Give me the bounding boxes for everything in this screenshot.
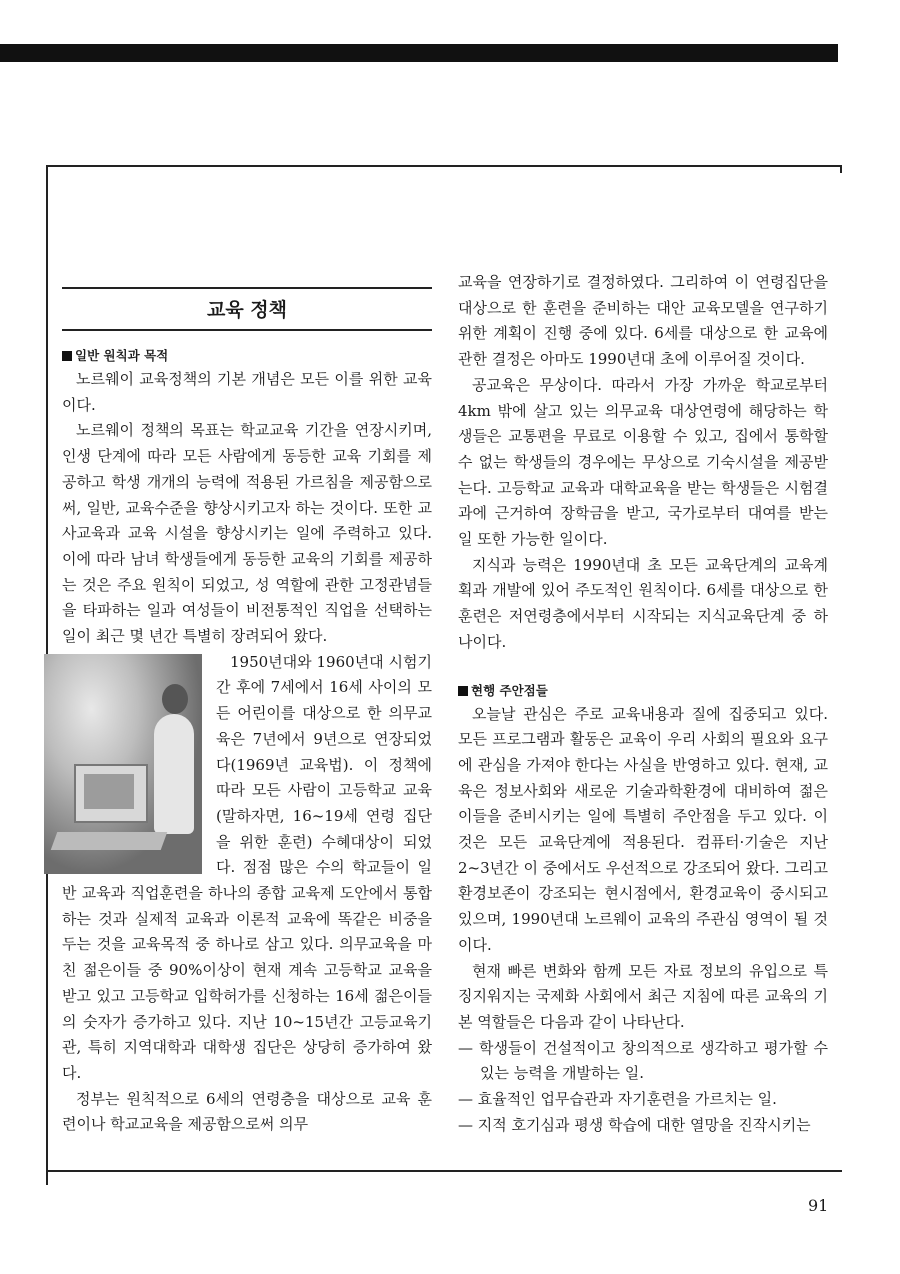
subheading-principles-text: 일반 원칙과 목적: [75, 348, 169, 363]
subheading-current-focus-text: 현행 주안점들: [471, 682, 548, 698]
square-bullet-icon: [458, 686, 468, 696]
subheading-principles: [62, 345, 432, 367]
title-rule-bottom: [62, 329, 432, 331]
subheading-current-focus: [458, 680, 828, 702]
frame-top-rule: [46, 165, 842, 167]
top-black-bar: [0, 44, 838, 62]
paragraph: 정부는 원칙적으로 6세의 연령층을 대상으로 교육 훈련이나 학교교육을 제공함으로써 의무: [62, 1089, 432, 1134]
section-title: 교육 정책: [206, 299, 288, 321]
list-item: — 학생들이 건설적이고 창의적으로 생각하고 평가할 수 있는 능력을 개발하는 일.: [458, 1038, 828, 1083]
paragraph: 노르웨이 교육정책의 기본 개념은 모든 이를 위한 교육이다.: [62, 370, 432, 414]
paragraph-with-photo: [62, 650, 432, 1087]
paragraph: 노르웨이 정책의 목표는 학교교육 기간을 연장시키며, 인생 단계에 따라 모든 사람에게 동등한 교육 기회를 제공하고 학생 개개의 능력에 적용된 가르침을 제공함으로써, 일반, 교육수준을 향상시키고자 하는 것이다. 또한 교사교육과 교육 시설을 향상시키는 일에 주력하고 있다. 이에 따라 남녀 학생들에게 동등한 교육의 기회를 제공하는 것은 주요 원칙이 되었고, 성 역할에 관한 고정관념들을 타파하는 일과 여성들이 비전통적인 직업을 선택하는 일이 최근 몇 년간 특별히 장려되어 왔다.: [62, 421, 432, 646]
paragraph: 지식과 능력은 1990년대 초 모든 교육단계의 교육계획과 개발에 있어 주도적인 원칙이다. 6세를 대상으로 한 훈련은 저연령층에서부터 시작되는 지식교육단계 중 하나이다.: [458, 555, 828, 651]
paragraph: 공교육은 무상이다. 따라서 가장 가까운 학교로부터 4km 밖에 살고 있는 의무교육 대상연령에 해당하는 학생들은 교통편을 무료로 이용할 수 있고, 집에서 통학할 수 없는 학생들의 경우에는 무상으로 기숙시설을 제공받는다. 고등학교 교육과 대학교육을 받는 학생들은 시험결과에 근거하여 장학금을 받고, 국가로부터 대여를 받는 일 또한 가능한 일이다.: [458, 375, 828, 549]
list-item: — 효율적인 업무습관과 자기훈련을 가르치는 일.: [458, 1090, 777, 1109]
photo-monitor-screen: [84, 774, 134, 809]
frame-bottom-rule: [46, 1170, 842, 1172]
paragraph: 교육을 연장하기로 결정하였다. 그리하여 이 연령집단을 대상으로 한 훈련을 준비하는 대안 교육모델을 연구하기 위한 계획이 진행 중에 있다. 6세를 대상으로 한 교육에 관한 결정은 아마도 1990년대 초에 이루어질 것이다.: [458, 273, 828, 369]
paragraph-text: 1950년대와 1960년대 시험기간 후에 7세에서 16세 사이의 모든 어린이를 대상으로 한 의무교육은 7년에서 9년으로 연장되었다(1969년 교육법). 이 정책에 따라 모든 사람이 고등학교 교육(말하자면, 16~19세 연령 집단을 위한 훈련) 수혜대상이 되었다. 점점 많은 수의 학교들이 일반 교육과 직업훈련을 하나의 종합 교육제 도안에서 통합하는 것과 실제적 교육과 이론적 교육에 똑같은 비중을 두는 것을 교육목적 중 하나로 삼고 있다. 의무교육을 마친 젊은이들 중 90%이상이 현재 계속 고등학교 교육을 받고 있고 고등학교 입학허가를 신청하는 16세 젊은이들의 숫자가 증가하고 있다. 지난 10~15년간 고등교육기관, 특히 지역대학과 대학생 집단은 상당히 증가하여 왔다.: [62, 652, 432, 1082]
paragraph: 현재 빠른 변화와 함께 모든 자료 정보의 유입으로 특징지워지는 국제화 사회에서 최근 지침에 따른 교육의 기본 역할들은 다음과 같이 나타난다.: [458, 961, 828, 1031]
right-column: [458, 270, 828, 1139]
paragraph: 오늘날 관심은 주로 교육내용과 질에 집중되고 있다. 모든 프로그램과 활동은 교육이 우리 사회의 필요와 요구에 관심을 가져야 한다는 사실을 반영하고 있다. 현재, 교육은 정보사회와 새로운 기술과학환경에 대비하여 젊은이들을 준비시키는 일에 특별히 주안점을 두고 있다. 이것은 모든 교육단계에 적용된다. 컴퓨터·기술은 지난 2~3년간 이 중에서도 우선적으로 강조되어 왔다. 그리고 환경보존이 강조되는 현시점에서, 환경교육이 중시되고 있으며, 1990년대 노르웨이 교육의 주관심 영역이 될 것이다.: [458, 704, 828, 954]
photo-monitor: [74, 764, 148, 823]
spacer: [458, 656, 828, 680]
frame-right-stub: [840, 165, 842, 173]
computer-class-photo: [44, 654, 202, 874]
photo-person-body: [154, 714, 194, 834]
square-bullet-icon: [62, 351, 72, 361]
list-item: — 지적 호기심과 평생 학습에 대한 열망을 진작시키는: [458, 1115, 811, 1134]
page-number: 91: [808, 1196, 829, 1215]
photo-person-head: [162, 684, 188, 714]
photo-keyboard: [51, 832, 168, 850]
left-column: [62, 287, 432, 1138]
